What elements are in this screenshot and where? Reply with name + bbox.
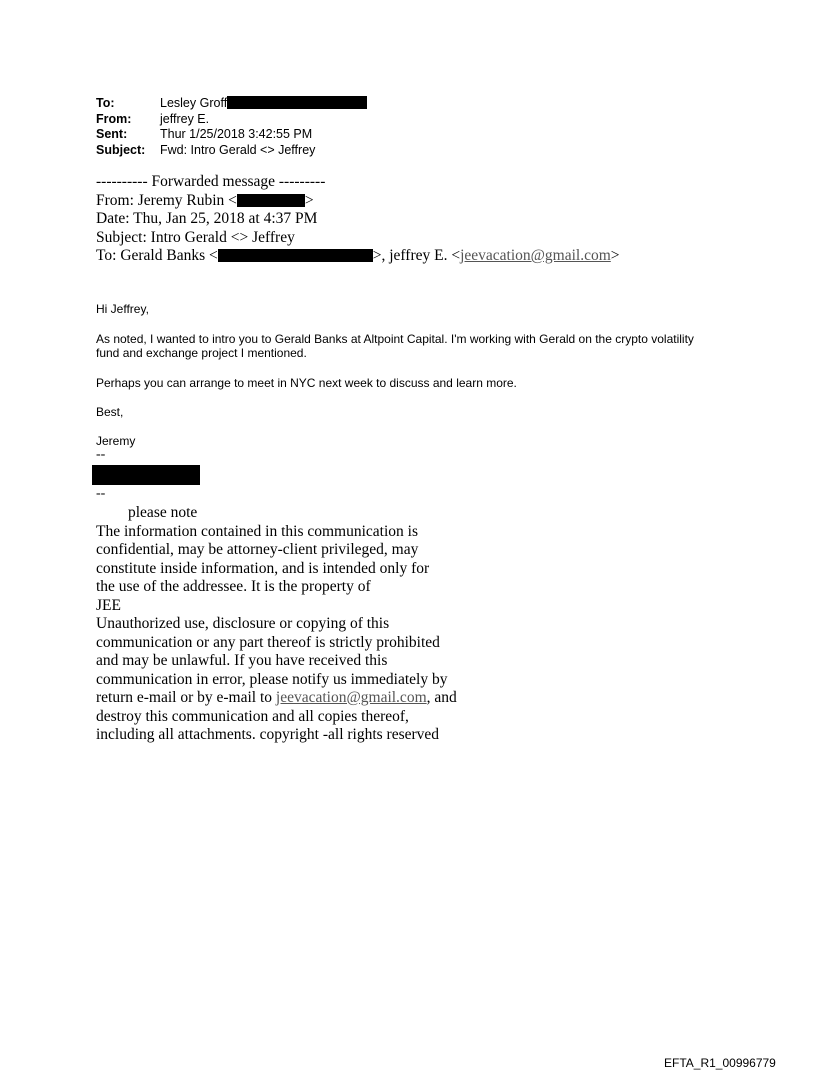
header-sent-row [96, 127, 367, 143]
email-link[interactable]: jeevacation@gmail.com [275, 689, 427, 706]
redaction-bar [92, 465, 200, 485]
email-link[interactable]: jeevacation@gmail.com [460, 247, 611, 264]
email-header [96, 96, 367, 158]
forwarded-subject-line: Subject: Intro Gerald <> Jeffrey [96, 228, 295, 246]
forwarded-to-text: To: Gerald Banks < [96, 247, 218, 264]
forwarded-to-close: > [610, 247, 620, 264]
signature-separator: -- [96, 447, 106, 462]
redaction-bar [227, 96, 367, 109]
disclaimer-text: return e-mail or by e-mail to [96, 689, 276, 706]
disclaimer-line: Unauthorized use, disclosure or copying of this [96, 615, 390, 632]
disclaimer-line: and may be unlawful. If you have received this [96, 652, 388, 669]
to-value: Lesley Groff [160, 96, 228, 110]
forwarded-message [96, 173, 620, 266]
forwarded-from-text: From: Jeremy Rubin < [96, 191, 237, 209]
header-to-row [96, 96, 367, 112]
from-value: jeffrey E. [160, 111, 210, 126]
greeting: Hi Jeffrey, [96, 302, 149, 316]
redaction-bar [237, 194, 305, 207]
forwarded-divider: ---------- Forwarded message --------- [96, 173, 326, 190]
disclaimer-text: , and [426, 689, 457, 706]
disclaimer-line: communication or any part thereof is strictly prohibited [96, 633, 440, 651]
disclaimer-line: communication in error, please notify us immediately by [96, 670, 448, 688]
confidentiality-disclaimer [96, 504, 457, 745]
disclaimer-heading: please note [128, 504, 198, 521]
header-subject-row [96, 143, 367, 159]
body-paragraph: As noted, I wanted to intro you to Gerald Banks at Altpoint Capital. I'm working with Gerald on the crypto volatility fund and exchange project I mentioned. [96, 332, 694, 360]
document-id: EFTA_R1_00996779 [664, 1056, 776, 1070]
subject-label: Subject: [96, 142, 146, 157]
disclaimer-line: The information contained in this communication is [96, 522, 418, 540]
disclaimer-line: the use of the addressee. It is the property of [96, 578, 371, 595]
disclaimer-line: JEE [96, 596, 121, 614]
body-paragraph: Perhaps you can arrange to meet in NYC next week to discuss and learn more. [96, 376, 517, 390]
forwarded-from-close: > [304, 191, 314, 209]
disclaimer-separator: -- [96, 486, 106, 501]
message-body [96, 302, 696, 448]
closing: Best, [96, 405, 124, 419]
disclaimer-line: including all attachments. copyright -all rights reserved [96, 726, 440, 743]
disclaimer-line [96, 689, 457, 708]
forwarded-to-line [96, 247, 620, 266]
signature-name: Jeremy [96, 434, 136, 448]
disclaimer-line: confidential, may be attorney-client privileged, may [96, 541, 419, 558]
sent-label: Sent: [96, 127, 128, 141]
disclaimer-line: constitute inside information, and is intended only for [96, 559, 430, 577]
forwarded-to-mid: >, jeffrey E. < [372, 247, 461, 264]
forwarded-date-line: Date: Thu, Jan 25, 2018 at 4:37 PM [96, 210, 318, 227]
header-from-row [96, 112, 367, 128]
sent-value: Thur 1/25/2018 3:42:55 PM [160, 127, 313, 141]
to-label: To: [96, 96, 115, 110]
disclaimer-line: destroy this communication and all copies thereof, [96, 707, 409, 725]
subject-value: Fwd: Intro Gerald <> Jeffrey [160, 142, 316, 157]
redaction-bar [218, 249, 373, 262]
from-label: From: [96, 111, 132, 126]
forwarded-from-line [96, 192, 620, 211]
